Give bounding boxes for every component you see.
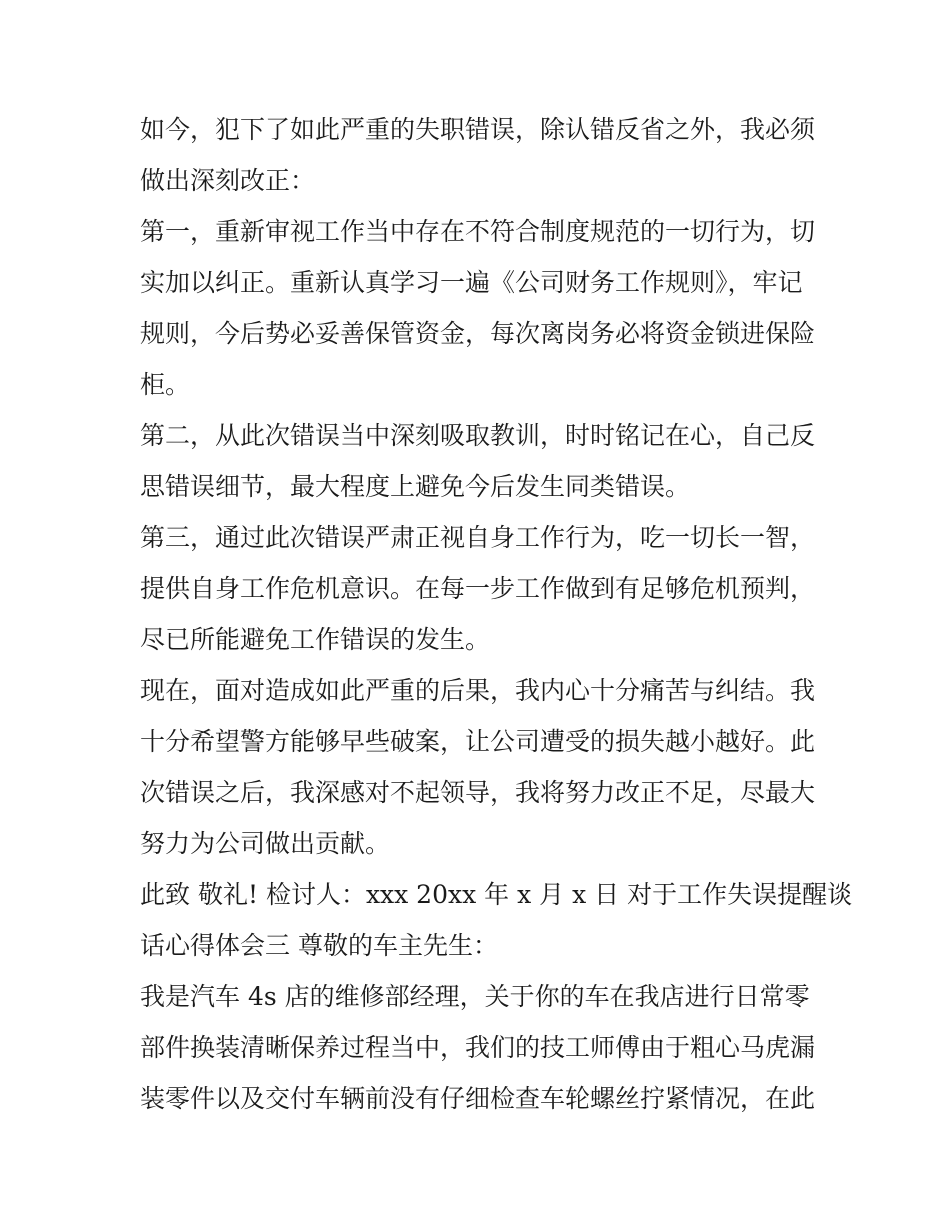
- text-line: 做出深刻改正：: [140, 166, 316, 195]
- text-line: 第二，从此次错误当中深刻吸取教训，时时铭记在心，自己反: [140, 421, 816, 450]
- text-line: 装零件以及交付车辆前没有仔细检查车轮螺丝拧紧情况，在此: [140, 1084, 816, 1113]
- document-body: [140, 104, 853, 1124]
- text-line: 此致 敬礼! 检讨人：xxx 20xx 年 x 月 x 日 对于工作失误提醒谈: [140, 880, 853, 909]
- text-line: 第一，重新审视工作当中存在不符合制度规范的一切行为，切: [140, 217, 816, 246]
- text-line: 第三，通过此次错误严肃正视自身工作行为，吃一切长一智，: [140, 523, 816, 552]
- text-line: 努力为公司做出贡献。: [140, 829, 391, 858]
- text-line: 如今，犯下了如此严重的失职错误，除认错反省之外，我必须: [140, 115, 816, 144]
- text-line: 思错误细节，最大程度上避免今后发生同类错误。: [140, 472, 691, 501]
- text-line: 十分希望警方能够早些破案，让公司遭受的损失越小越好。此: [140, 727, 816, 756]
- text-line: 实加以纠正。重新认真学习一遍《公司财务工作规则》，牢记: [140, 268, 803, 297]
- text-line: 尽已所能避免工作错误的发生。: [140, 625, 491, 654]
- text-line: 提供自身工作危机意识。在每一步工作做到有足够危机预判，: [140, 574, 816, 603]
- text-line: 现在，面对造成如此严重的后果，我内心十分痛苦与纠结。我: [140, 676, 816, 705]
- text-line: 次错误之后，我深感对不起领导，我将努力改正不足，尽最大: [140, 778, 816, 807]
- text-line: 我是汽车 4s 店的维修部经理，关于你的车在我店进行日常零: [140, 982, 810, 1011]
- text-line: 规则，今后势必妥善保管资金，每次离岗务必将资金锁进保险: [140, 319, 816, 348]
- text-line: 话心得体会三 尊敬的车主先生：: [140, 931, 498, 960]
- text-line: 部件换装清晰保养过程当中，我们的技工师傅由于粗心马虎漏: [140, 1033, 816, 1062]
- text-line: 柜。: [140, 370, 191, 399]
